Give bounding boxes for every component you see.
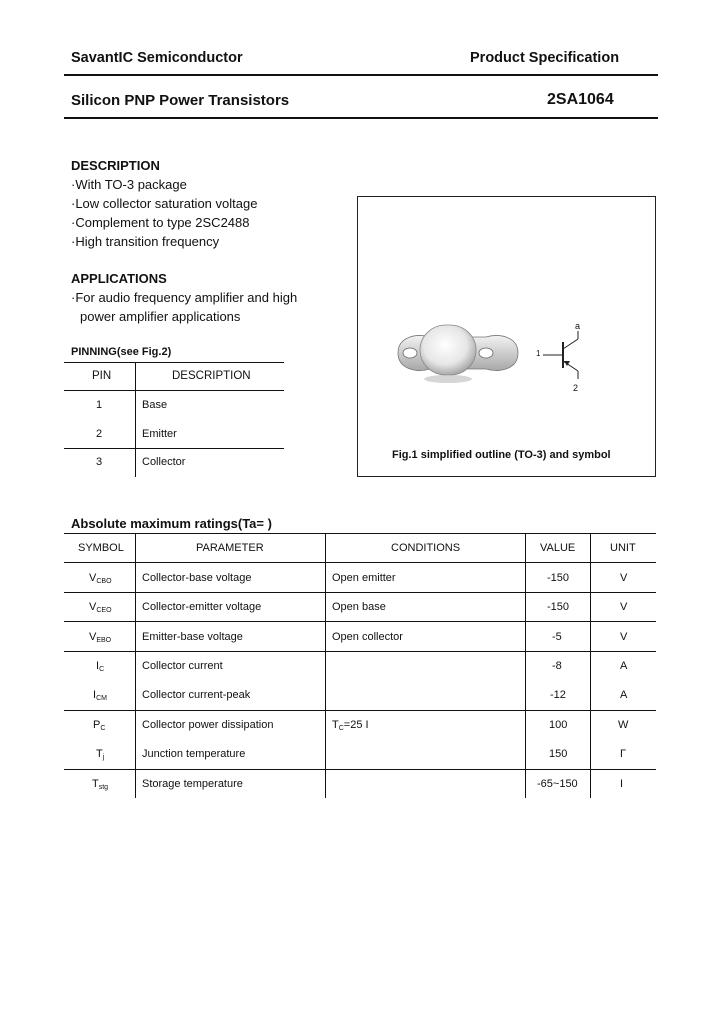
rating-unit: A [620, 660, 628, 672]
rating-value: 150 [549, 748, 568, 760]
pin-description: Collector [142, 456, 186, 468]
rating-value: 100 [549, 719, 568, 731]
rating-symbol: VCBO [89, 572, 112, 585]
rating-unit: Γ [620, 748, 627, 760]
rating-parameter: Emitter-base voltage [142, 631, 243, 643]
rating-unit: A [620, 689, 628, 701]
rating-symbol: VCEO [89, 601, 112, 614]
rating-condition: TC=25 I [332, 719, 369, 732]
header-rule-top [64, 74, 658, 76]
rating-parameter: Collector-base voltage [142, 572, 252, 584]
pin-header-pin: PIN [92, 370, 112, 382]
description-item: ·With TO-3 package [71, 177, 187, 192]
company-name: SavantIC Semiconductor [71, 50, 243, 66]
rating-parameter: Collector power dissipation [142, 719, 274, 731]
rating-value: -150 [547, 572, 570, 584]
rating-symbol: Tstg [92, 778, 109, 791]
header-rule-bottom [64, 117, 658, 119]
rating-parameter: Storage temperature [142, 778, 243, 790]
rating-symbol: PC [93, 719, 106, 732]
description-item: ·Low collector saturation voltage [71, 196, 258, 211]
pin-number: 2 [96, 428, 103, 440]
pin-description: Base [142, 399, 168, 411]
pin-table-col-rule [135, 362, 136, 477]
pin-header-desc: DESCRIPTION [172, 370, 251, 382]
ratings-header-conditions: CONDITIONS [391, 542, 461, 554]
ratings-rule [64, 769, 656, 770]
doc-type: Product Specification [470, 50, 620, 66]
ratings-header-value: VALUE [540, 542, 576, 554]
ratings-col-rule [525, 533, 526, 798]
ratings-rule [64, 651, 656, 652]
ratings-header-unit: UNIT [610, 542, 636, 554]
rating-value: -8 [552, 660, 562, 672]
rating-symbol: ICM [93, 689, 107, 702]
rating-symbol: Tj [96, 748, 105, 761]
ratings-title: Absolute maximum ratings(Ta= ) [71, 516, 272, 531]
rating-value: -150 [547, 601, 570, 613]
pinning-title: PINNING(see Fig.2) [71, 346, 172, 358]
rating-parameter: Collector current-peak [142, 689, 251, 701]
ratings-header-parameter: PARAMETER [196, 542, 264, 554]
pin-number: 3 [96, 456, 103, 468]
rating-unit: I [620, 778, 624, 790]
ratings-rule [64, 592, 656, 593]
ratings-rule [64, 710, 656, 711]
figure-caption: Fig.1 simplified outline (TO-3) and symbol [392, 449, 611, 461]
rating-parameter: Collector current [142, 660, 223, 672]
product-line: Silicon PNP Power Transistors [71, 92, 290, 109]
rating-condition: Open base [332, 601, 386, 613]
description-item: ·Complement to type 2SC2488 [71, 215, 250, 230]
ratings-rule [64, 621, 656, 622]
rating-symbol: VEBO [89, 631, 112, 644]
rating-value: -65~150 [537, 778, 578, 790]
part-number: 2SA1064 [547, 91, 614, 108]
rating-value: -5 [552, 631, 562, 643]
ratings-header-symbol: SYMBOL [78, 542, 124, 554]
pin-description: Emitter [142, 428, 177, 440]
ratings-col-rule [590, 533, 591, 798]
rating-condition: Open collector [332, 631, 403, 643]
symbol-label-2: 2 [573, 383, 579, 393]
ratings-rule [64, 533, 656, 534]
rating-condition: Open emitter [332, 572, 396, 584]
transistor-symbol [358, 197, 655, 476]
rating-parameter: Collector-emitter voltage [142, 601, 262, 613]
ratings-rule [64, 562, 656, 563]
pin-table-row-rule [64, 448, 284, 449]
ratings-col-rule [135, 533, 136, 798]
rating-unit: V [620, 631, 628, 643]
rating-unit: V [620, 601, 628, 613]
rating-symbol: IC [96, 660, 105, 673]
description-title: DESCRIPTION [71, 158, 160, 173]
rating-unit: W [618, 719, 629, 731]
symbol-label-a: a [575, 321, 581, 331]
rating-unit: V [620, 572, 628, 584]
applications-item: power amplifier applications [80, 309, 241, 324]
rating-parameter: Junction temperature [142, 748, 246, 760]
pin-number: 1 [96, 399, 103, 411]
pin-table-header-rule [64, 390, 284, 391]
figure-box [357, 196, 656, 477]
applications-list [71, 288, 297, 326]
pin-table-top-rule [64, 362, 284, 363]
ratings-col-rule [325, 533, 326, 798]
applications-item: ·For audio frequency amplifier and high [71, 290, 298, 305]
description-item: ·High transition frequency [71, 234, 220, 249]
applications-title: APPLICATIONS [71, 271, 167, 286]
symbol-label-1: 1 [536, 349, 541, 358]
description-list [71, 175, 257, 251]
rating-value: -12 [550, 689, 566, 701]
